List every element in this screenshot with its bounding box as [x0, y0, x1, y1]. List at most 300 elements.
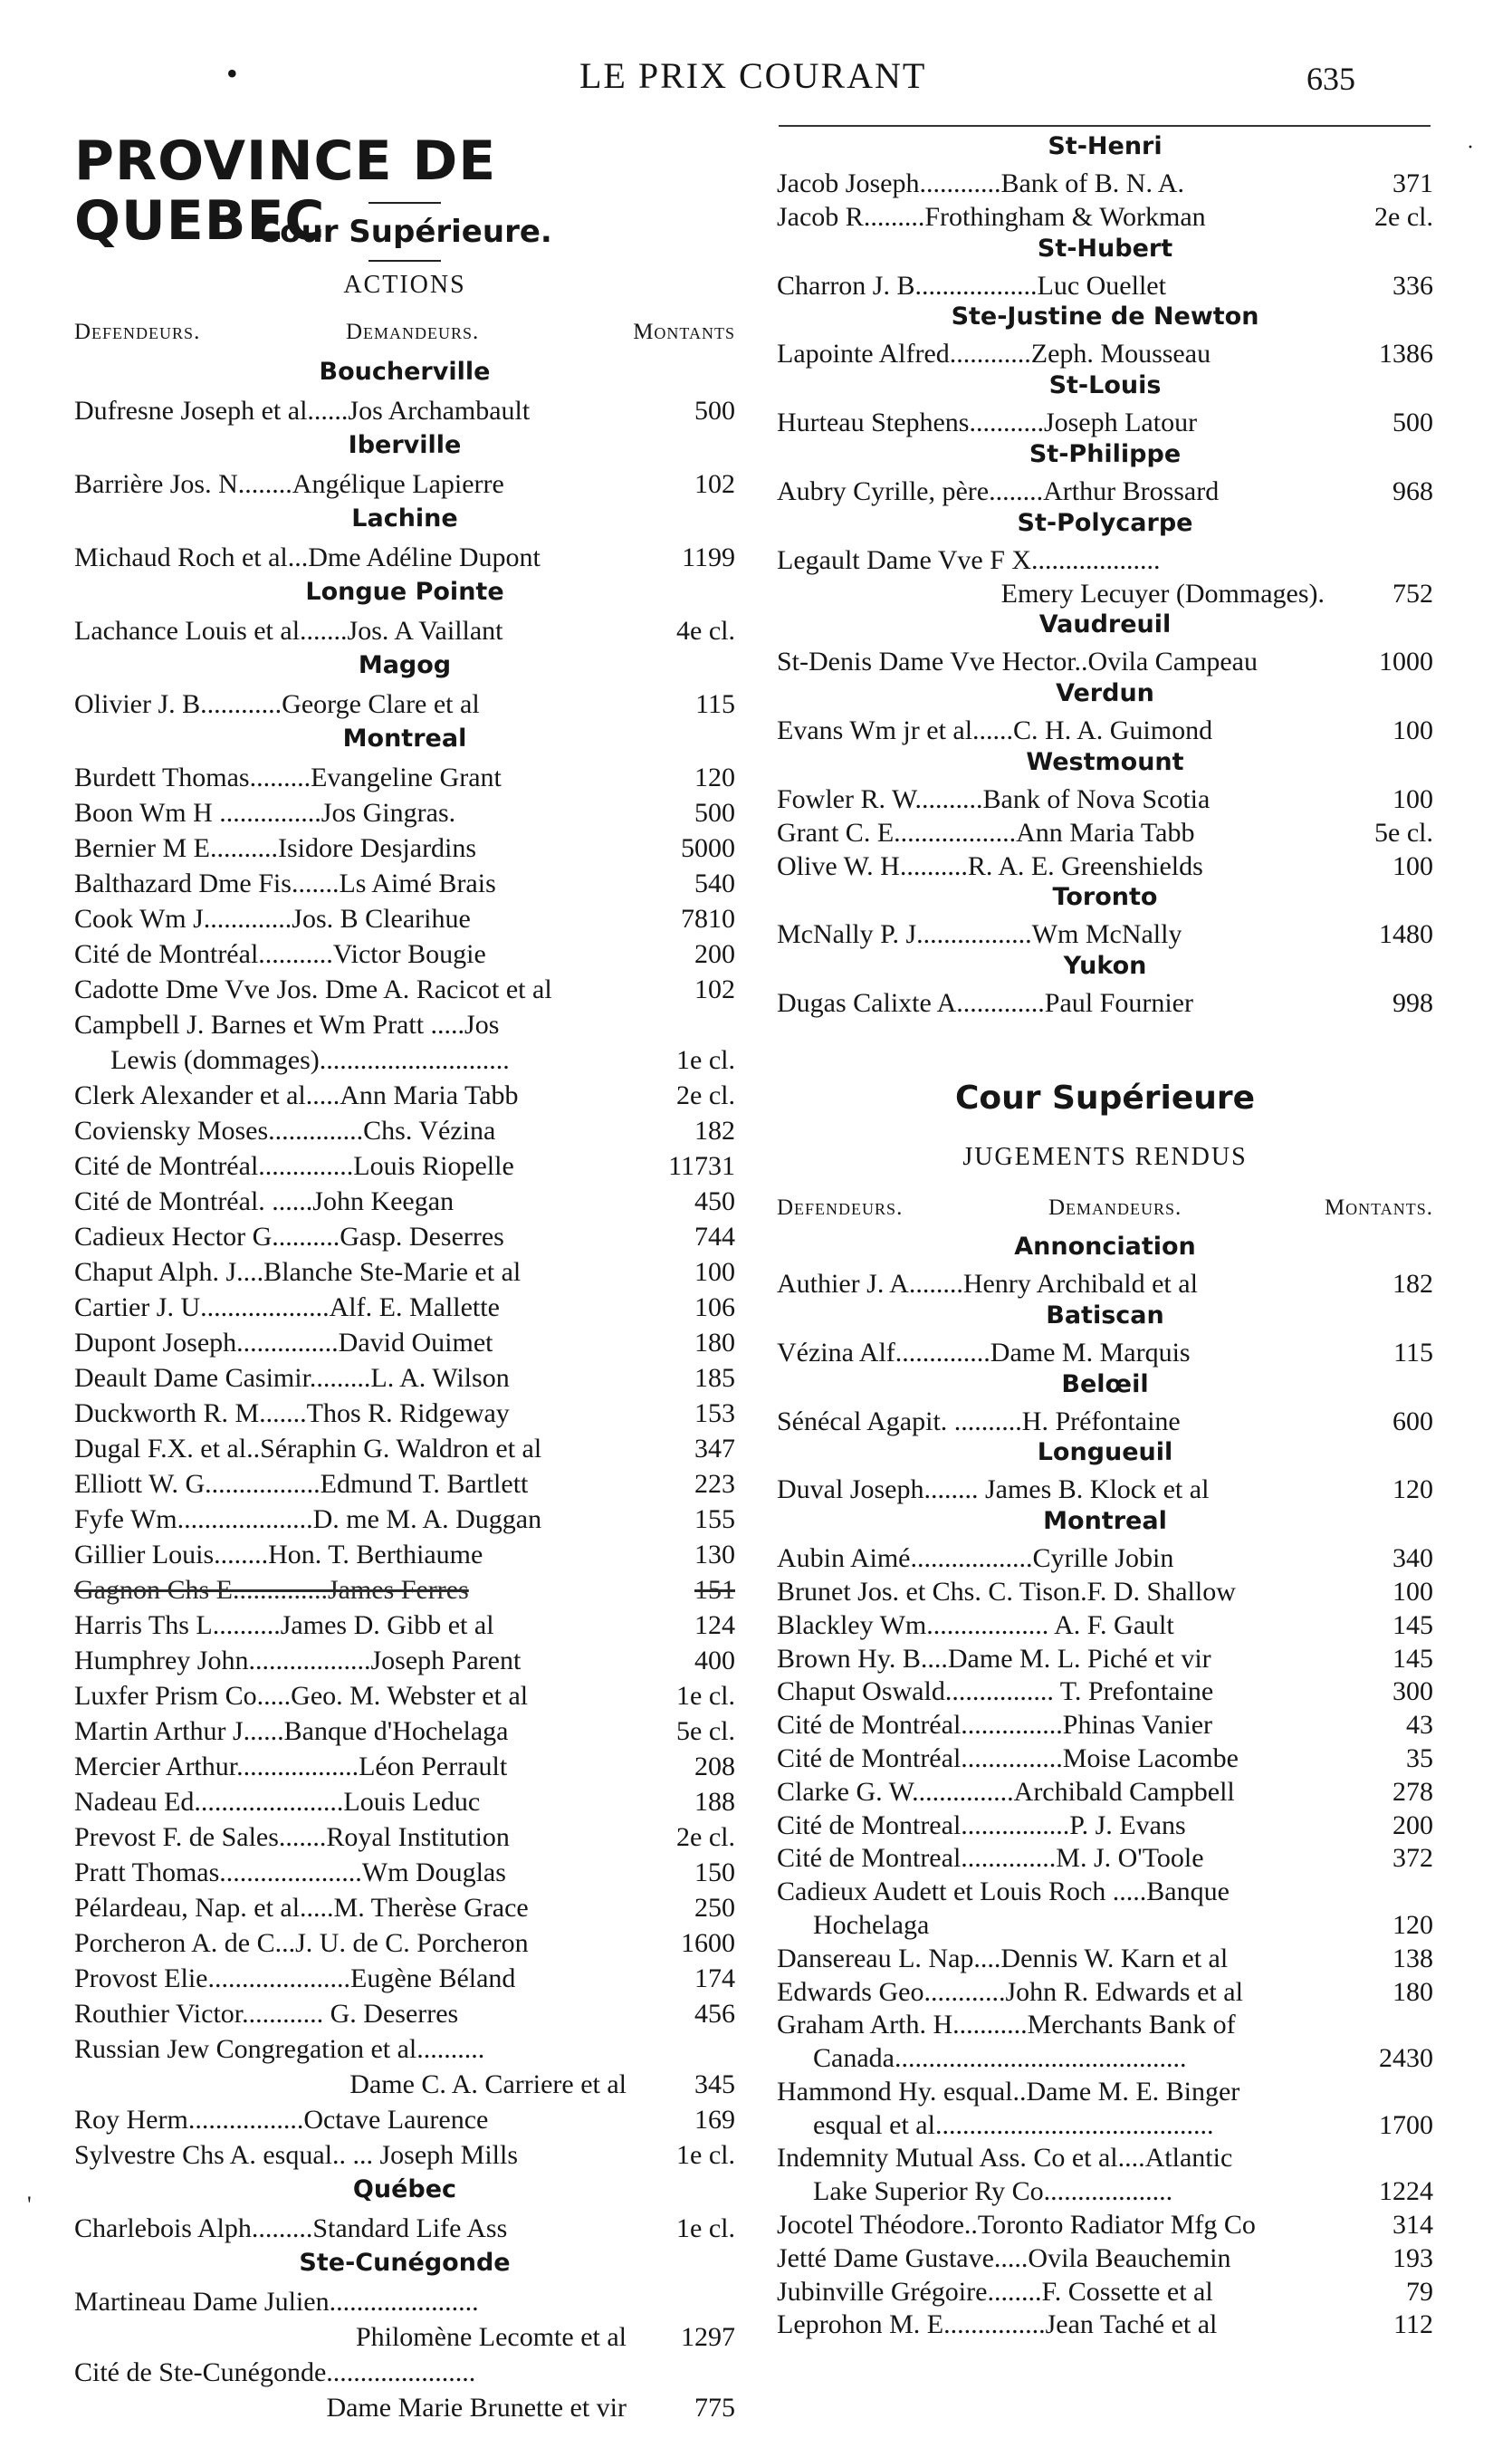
entry-text: Charron J. B..................Luc Ouellet	[777, 270, 1166, 301]
entry-text: Mercier Arthur..................Léon Perrault	[74, 1752, 508, 1781]
entry-amount: 151	[694, 1575, 735, 1605]
entry-amount: 106	[694, 1292, 735, 1322]
entry-amount: 540	[694, 869, 735, 898]
entry-text: Dufresne Joseph et al......Jos Archambault	[74, 396, 531, 426]
left-column	[74, 131, 735, 2426]
locality-heading: Montreal	[342, 725, 467, 753]
entry-row	[777, 645, 1433, 678]
entry-text: Campbell J. Barnes et Wm Pratt .....Jos	[74, 1010, 500, 1040]
entry-text: Martin Arthur J......Banque d'Hochelaga	[74, 1716, 509, 1746]
entry-row	[74, 1608, 735, 1644]
entry-text: Michaud Roch et al...Dme Adéline Dupont	[74, 542, 541, 572]
entry-amount: 102	[694, 469, 735, 499]
entry-text: Duval Joseph........ James B. Klock et al	[777, 1474, 1210, 1505]
entry-row	[74, 1502, 735, 1538]
locality-heading: Montreal	[1043, 1507, 1167, 1536]
entry-amount: 1700	[1379, 2109, 1433, 2140]
entry-amount: 600	[1392, 1406, 1433, 1436]
locality-heading: Toronto	[1052, 883, 1158, 912]
locality-heading: Magog	[358, 651, 452, 679]
entry-text: Dupont Joseph...............David Ouimet	[74, 1328, 493, 1358]
entry-row	[74, 1820, 735, 1856]
entry-row	[74, 867, 735, 902]
right-entries-2	[777, 1232, 1433, 2341]
entry-text: Blackley Wm.................. A. F. Gault	[777, 1609, 1174, 1640]
entry-amount: 115	[1393, 1337, 1433, 1368]
entry-row	[777, 1473, 1433, 1506]
entry-amount: 155	[694, 1504, 735, 1534]
entry-text: Dame Marie Brunette et vir	[326, 2393, 627, 2423]
entry-text: Martineau Dame Julien......................	[74, 2287, 479, 2317]
entry-text: Sylvestre Chs A. esqual.. ... Joseph Mills	[74, 2140, 519, 2170]
entry-text: Duckworth R. M.......Thos R. Ridgeway	[74, 1398, 510, 1428]
col-head-defendeurs: Defendeurs.	[74, 320, 201, 344]
col-head-demandeurs: Demandeurs.	[346, 320, 480, 344]
entry-row	[777, 917, 1433, 951]
entry-amount: 372	[1392, 1843, 1433, 1874]
right-column	[777, 131, 1433, 2341]
entry-text: Cartier J. U...................Alf. E. Mallette	[74, 1292, 500, 1322]
entry-amount: 138	[1392, 1943, 1433, 1973]
entry-text: Lewis (dommages)............................	[110, 1045, 510, 1075]
entry-row	[74, 1008, 735, 1043]
entry-amount: 100	[1392, 783, 1433, 814]
entry-text: Dansereau L. Nap....Dennis W. Karn et al	[777, 1943, 1229, 1973]
entry-text: Russian Jew Congregation et al..........	[74, 2034, 485, 2064]
entry-text: Aubry Cyrille, père........Arthur Brossard	[777, 475, 1220, 506]
entry-row	[74, 541, 735, 576]
entry-text: Humphrey John..................Joseph Parent	[74, 1646, 522, 1675]
entry-text: Jetté Dame Gustave.....Ovila Beauchemin	[777, 2242, 1231, 2273]
court-title: Cour Supérieure.	[257, 214, 552, 250]
entry-row	[74, 1185, 735, 1220]
locality-heading: Annonciation	[1014, 1232, 1196, 1261]
entry-text: Cité de Montréal..............Louis Riopelle	[74, 1151, 514, 1181]
entry-text: Pratt Thomas.....................Wm Douglas	[74, 1857, 506, 1887]
entry-row	[74, 2138, 735, 2174]
entry-amount: 1e cl.	[676, 1045, 735, 1075]
entry-row	[74, 1149, 735, 1185]
col-head-montants: Montants.	[1324, 1195, 1433, 1220]
entry-amount: 182	[694, 1116, 735, 1146]
entry-amount: 998	[1392, 988, 1433, 1019]
entry-text: Fyfe Wm....................D. me M. A. Duggan	[74, 1504, 542, 1534]
entry-text: Legault Dame Vve F X...................	[777, 544, 1161, 575]
entry-row	[74, 2356, 735, 2391]
entry-amount: 4e cl.	[676, 616, 735, 646]
entry-text: Lapointe Alfred............Zeph. Mousseau	[777, 339, 1211, 370]
entry-text: Hochelaga	[813, 1909, 930, 1940]
entry-amount: 371	[1392, 168, 1433, 198]
locality-heading: Boucherville	[319, 358, 491, 386]
entry-row	[74, 2103, 735, 2138]
entry-text: Nadeau Ed......................Louis Leduc	[74, 1787, 481, 1817]
entry-amount: 180	[1392, 1976, 1433, 2007]
entry-text: Hurteau Stephens...........Joseph Latour	[777, 408, 1198, 438]
entry-text: Grant C. E..................Ann Maria Tabb	[777, 817, 1195, 848]
entry-amount: 79	[1406, 2276, 1433, 2307]
col-head-demandeurs: Demandeurs.	[1048, 1195, 1182, 1220]
entry-text: Evans Wm jr et al......C. H. A. Guimond	[777, 715, 1213, 746]
entry-amount: 5000	[681, 833, 735, 863]
entry-row	[777, 577, 1433, 610]
entry-row	[74, 937, 735, 973]
entry-row	[777, 1841, 1433, 1875]
entry-amount: 5e cl.	[676, 1716, 735, 1746]
entry-row	[777, 1642, 1433, 1675]
entry-text: Cadieux Audett et Louis Roch .....Banque	[777, 1876, 1230, 1907]
entry-amount: 456	[694, 1999, 735, 2029]
locality-heading: Ste-Cunégonde	[299, 2249, 511, 2277]
entry-row	[74, 1962, 735, 1997]
entry-text: Graham Arth. H...........Merchants Bank of	[777, 2010, 1236, 2040]
entry-text: Deault Dame Casimir.........L. A. Wilson	[74, 1363, 510, 1393]
entry-amount: 43	[1406, 1710, 1433, 1741]
entry-amount: 744	[694, 1222, 735, 1252]
entry-text: Cité de Montreal................P. J. Evans	[777, 1809, 1186, 1840]
entry-text: Edwards Geo............John R. Edwards et al	[777, 1976, 1243, 2007]
entry-amount: 153	[694, 1398, 735, 1428]
column-headings-2	[777, 1185, 1433, 1232]
entry-row	[74, 1750, 735, 1785]
entry-row	[777, 2075, 1433, 2108]
entry-row	[74, 1997, 735, 2032]
entry-row	[74, 467, 735, 503]
entry-text: Gillier Louis........Hon. T. Berthiaume	[74, 1540, 483, 1569]
entry-row	[777, 816, 1433, 849]
entry-row	[777, 1942, 1433, 1975]
entry-row	[777, 2108, 1433, 2142]
entry-text: Leprohon M. E...............Jean Taché et al	[777, 2309, 1218, 2340]
entry-text: Canada...........................................	[813, 2043, 1187, 2074]
entry-row	[777, 200, 1433, 234]
entry-row	[777, 2208, 1433, 2241]
entry-text: Brown Hy. B....Dame M. L. Piché et vir	[777, 1643, 1211, 1674]
locality-heading: St-Hubert	[1037, 234, 1173, 263]
entry-amount: 182	[1392, 1268, 1433, 1299]
entry-text: Aubin Aimé..................Cyrille Jobin	[777, 1543, 1174, 1574]
entry-text: Chaput Alph. J....Blanche Ste-Marie et al	[74, 1257, 522, 1287]
entry-text: Philomène Lecomte et al	[355, 2322, 627, 2352]
entry-row	[74, 1926, 735, 1962]
locality-heading: Batiscan	[1046, 1301, 1164, 1329]
entry-amount: 120	[1392, 1909, 1433, 1940]
locality-heading: Québec	[352, 2175, 457, 2203]
entry-row	[74, 1361, 735, 1397]
entry-row	[777, 2308, 1433, 2341]
entry-text: Clerk Alexander et al.....Ann Maria Tabb	[74, 1080, 519, 1110]
entry-text: Brunet Jos. et Chs. C. Tison.F. D. Shallow	[777, 1576, 1236, 1607]
locality-heading: St-Philippe	[1029, 439, 1182, 468]
entry-text: Prevost F. de Sales.......Royal Institution	[74, 1822, 510, 1852]
entry-row	[74, 394, 735, 429]
entry-amount: 2e cl.	[676, 1080, 735, 1110]
entry-text: Chaput Oswald................ T. Prefontaine	[777, 1676, 1214, 1707]
entry-text: Pélardeau, Nap. et al.....M. Therèse Grace	[74, 1893, 529, 1923]
entry-amount: 1600	[681, 1928, 735, 1958]
entry-amount: 193	[1392, 2242, 1433, 2273]
entry-text: Charlebois Alph.........Standard Life Ass	[74, 2213, 508, 2243]
page-number: 635	[1306, 61, 1355, 97]
entry-amount: 336	[1392, 270, 1433, 301]
entry-amount: 752	[1392, 578, 1433, 609]
entry-amount: 174	[694, 1963, 735, 1993]
entry-row	[74, 1114, 735, 1149]
entry-row	[74, 1397, 735, 1432]
locality-heading: Longue Pointe	[305, 578, 504, 606]
spacer	[777, 1020, 1433, 1067]
locality-heading: Ste-Justine de Newton	[951, 302, 1259, 331]
entry-row	[74, 1291, 735, 1326]
entry-amount: 35	[1406, 1742, 1433, 1773]
entry-row	[777, 1875, 1433, 1908]
entry-amount: 500	[694, 798, 735, 828]
entry-text: Indemnity Mutual Ass. Co et al....Atlantic	[777, 2143, 1233, 2174]
entry-row	[777, 2008, 1433, 2041]
entry-row	[777, 1336, 1433, 1369]
ink-dot: •	[226, 55, 238, 91]
entry-text: Cadotte Dme Vve Jos. Dme A. Racicot et al	[74, 974, 552, 1004]
entry-row	[777, 269, 1433, 302]
entry-amount: 1386	[1379, 339, 1433, 370]
entry-amount: 1224	[1379, 2176, 1433, 2207]
entry-row	[777, 406, 1433, 439]
entry-row	[777, 2174, 1433, 2208]
entry-amount: 1480	[1379, 919, 1433, 950]
entry-text: Emery Lecuyer (Dommages).	[1000, 578, 1325, 609]
entry-text: Gagnon Chs E..............James Ferres	[74, 1575, 469, 1605]
entry-row	[777, 1405, 1433, 1438]
court-title-2: Cour Supérieure	[954, 1079, 1256, 1117]
entry-amount: 100	[1392, 850, 1433, 881]
entry-text: Bernier M E..........Isidore Desjardins	[74, 833, 477, 863]
entry-amount: 208	[694, 1752, 735, 1781]
entry-amount: 150	[694, 1857, 735, 1887]
entry-row	[74, 831, 735, 867]
entry-text: Vézina Alf..............Dame M. Marquis	[777, 1337, 1191, 1368]
entry-row	[74, 1573, 735, 1608]
entry-text: Balthazard Dme Fis.......Ls Aimé Brais	[74, 869, 496, 898]
entry-text: Porcheron A. de C...J. U. de C. Porcheron	[74, 1928, 529, 1958]
entry-row	[777, 1809, 1433, 1842]
entry-amount: 200	[694, 939, 735, 969]
entry-amount: 185	[694, 1363, 735, 1393]
locality-heading: Belœil	[1061, 1369, 1149, 1398]
entry-text: Cité de Montréal. ......John Keegan	[74, 1186, 455, 1216]
entry-row	[74, 761, 735, 796]
entry-row	[777, 2275, 1433, 2308]
entry-amount: 102	[694, 974, 735, 1004]
entry-text: Cadieux Hector G..........Gasp. Deserres	[74, 1222, 504, 1252]
entry-amount: 120	[694, 763, 735, 792]
entry-row	[777, 1541, 1433, 1575]
locality-heading: Verdun	[1056, 679, 1154, 708]
entry-row	[74, 2032, 735, 2068]
right-entries	[777, 131, 1433, 1020]
entry-amount: 1199	[682, 542, 735, 572]
entry-amount: 2430	[1379, 2043, 1433, 2074]
col-head-defendeurs: Defendeurs.	[777, 1195, 904, 1220]
entry-text: Lake Superior Ry Co...................	[813, 2176, 1173, 2207]
entry-text: Cité de Montreal..............M. J. O'Toole	[777, 1843, 1204, 1874]
entry-text: Hammond Hy. esqual..Dame M. E. Binger	[777, 2076, 1240, 2107]
entry-text: Cité de Montréal...........Victor Bougie	[74, 939, 486, 969]
entry-row	[777, 986, 1433, 1020]
entry-amount: 115	[695, 689, 735, 719]
entry-amount: 300	[1392, 1676, 1433, 1707]
header-rule	[779, 125, 1431, 127]
entry-row	[74, 2391, 735, 2426]
entry-row	[777, 1742, 1433, 1775]
entry-row	[777, 782, 1433, 816]
entry-amount: 968	[1392, 475, 1433, 506]
entry-text: Olive W. H..........R. A. E. Greenshields	[777, 850, 1203, 881]
entry-amount: 775	[694, 2393, 735, 2423]
entry-amount: 347	[694, 1434, 735, 1464]
margin-tick: ·	[1467, 136, 1474, 159]
entry-amount: 130	[694, 1540, 735, 1569]
entry-amount: 200	[1392, 1809, 1433, 1840]
entry-text: Cité de Montréal...............Moise Lacombe	[777, 1742, 1239, 1773]
entry-amount: 314	[1392, 2210, 1433, 2241]
judgements-label: JUGEMENTS RENDUS	[962, 1142, 1248, 1171]
entry-row	[777, 337, 1433, 370]
entry-text: Dame C. A. Carriere et al	[349, 2069, 627, 2099]
entry-row	[777, 2141, 1433, 2174]
entry-text: Fowler R. W..........Bank of Nova Scotia	[777, 783, 1211, 814]
entry-amount: 100	[694, 1257, 735, 1287]
locality-heading: St-Polycarpe	[1017, 508, 1193, 537]
entry-row	[777, 2041, 1433, 2075]
entry-row	[74, 2068, 735, 2103]
entry-text: Luxfer Prism Co.....Geo. M. Webster et al	[74, 1681, 529, 1711]
entry-amount: 250	[694, 1893, 735, 1923]
entry-row	[74, 2212, 735, 2247]
entry-row	[74, 1255, 735, 1291]
entry-row	[777, 714, 1433, 747]
entry-amount: 500	[694, 396, 735, 426]
entry-row	[74, 1714, 735, 1750]
entry-amount: 169	[694, 2105, 735, 2135]
entry-row	[74, 1043, 735, 1079]
entry-amount: 223	[694, 1469, 735, 1499]
entry-row	[74, 1785, 735, 1820]
entry-amount: 124	[694, 1610, 735, 1640]
entry-row	[74, 1220, 735, 1255]
entry-amount: 180	[694, 1328, 735, 1358]
locality-heading: Lachine	[351, 504, 458, 533]
entry-text: Jubinville Grégoire........F. Cossette et al	[777, 2276, 1213, 2307]
entry-amount: 2e cl.	[676, 1822, 735, 1852]
entry-amount: 345	[694, 2069, 735, 2099]
entry-amount: 450	[694, 1186, 735, 1216]
entry-text: Olivier J. B............George Clare et al	[74, 689, 480, 719]
province-title: PROVINCE DE QUEBEC	[74, 130, 497, 253]
entry-amount: 340	[1392, 1543, 1433, 1574]
entry-text: esqual et al.........................................	[813, 2109, 1214, 2140]
entry-text: Cook Wm J.............Jos. B Clearihue	[74, 904, 471, 934]
entry-row	[777, 1675, 1433, 1708]
entry-row	[74, 2285, 735, 2320]
entry-amount: 7810	[681, 904, 735, 934]
entry-text: Harris Ths L..........James D. Gibb et al	[74, 1610, 494, 1640]
entry-row	[74, 1326, 735, 1361]
entry-text: Lachance Louis et al.......Jos. A Vaillant	[74, 616, 503, 646]
entry-amount: 1e cl.	[676, 1681, 735, 1711]
entry-amount: 1297	[681, 2322, 735, 2352]
entry-text: Jocotel Théodore..Toronto Radiator Mfg Co	[777, 2210, 1256, 2241]
entry-row	[777, 167, 1433, 200]
locality-heading: Vaudreuil	[1038, 610, 1172, 639]
entry-amount: 120	[1392, 1474, 1433, 1505]
entry-text: Cité de Ste-Cunégonde......................	[74, 2357, 476, 2387]
locality-heading: Iberville	[348, 431, 462, 459]
entry-text: Burdett Thomas.........Evangeline Grant	[74, 763, 502, 792]
entry-text: Roy Herm.................Octave Laurence	[74, 2105, 489, 2135]
entry-row	[74, 1432, 735, 1467]
entry-row	[777, 2241, 1433, 2275]
entry-row	[74, 614, 735, 649]
locality-heading: St-Henri	[1048, 132, 1163, 160]
locality-heading: Longueuil	[1037, 1438, 1173, 1467]
entry-row	[74, 1644, 735, 1679]
entry-amount: 11731	[668, 1151, 735, 1181]
col-head-montants: Montants	[633, 320, 735, 344]
entry-row	[74, 902, 735, 937]
entry-row	[74, 1538, 735, 1573]
entry-text: Jacob R.........Frothingham & Workman	[777, 201, 1206, 232]
entry-text: McNally P. J.................Wm McNally	[777, 919, 1182, 950]
entry-text: Cité de Montréal...............Phinas Vanier	[777, 1710, 1213, 1741]
entry-text: Dugal F.X. et al..Séraphin G. Waldron et al	[74, 1434, 542, 1464]
entry-row	[777, 1608, 1433, 1642]
entry-amount: 2e cl.	[1374, 201, 1433, 232]
entry-row	[74, 1467, 735, 1502]
entry-amount: 500	[1392, 408, 1433, 438]
entry-row	[777, 1775, 1433, 1809]
entry-row	[777, 1908, 1433, 1942]
entry-amount: 100	[1392, 1576, 1433, 1607]
entry-amount: 1000	[1379, 647, 1433, 677]
entry-row	[74, 1679, 735, 1714]
entry-amount: 100	[1392, 715, 1433, 746]
entry-text: Coviensky Moses..............Chs. Vézina	[74, 1116, 496, 1146]
locality-heading: St-Louis	[1048, 371, 1162, 400]
section-label: ACTIONS	[343, 271, 466, 299]
entry-amount: 112	[1393, 2309, 1433, 2340]
entry-text: Authier J. A........Henry Archibald et al	[777, 1268, 1198, 1299]
entry-amount: 145	[1392, 1609, 1433, 1640]
entry-row	[74, 687, 735, 723]
entry-row	[74, 1079, 735, 1114]
locality-heading: Yukon	[1063, 952, 1147, 981]
entry-text: Boon Wm H ...............Jos Gingras.	[74, 798, 456, 828]
entry-row	[777, 543, 1433, 577]
column-headings	[74, 309, 735, 356]
entry-amount: 278	[1392, 1776, 1433, 1807]
entry-amount: 1e cl.	[676, 2140, 735, 2170]
entry-row	[777, 1267, 1433, 1301]
entry-row	[777, 475, 1433, 508]
entry-amount: 400	[694, 1646, 735, 1675]
locality-heading: Westmount	[1026, 747, 1184, 776]
entry-row	[777, 1575, 1433, 1608]
entry-row	[74, 2320, 735, 2356]
entry-text: Elliott W. G.................Edmund T. Bartlett	[74, 1469, 529, 1499]
entry-row	[777, 1975, 1433, 2009]
entry-row	[777, 1708, 1433, 1742]
entry-text: Routhier Victor............ G. Deserres	[74, 1999, 459, 2029]
